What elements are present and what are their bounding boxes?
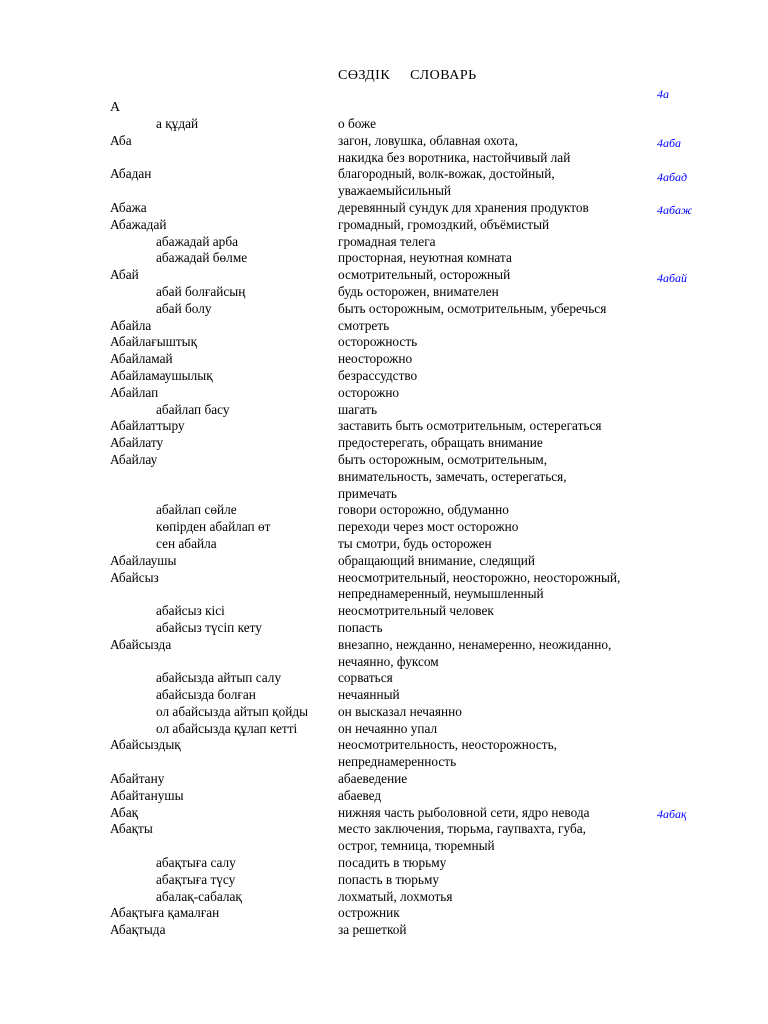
dictionary-entry (0, 922, 768, 939)
translation-line: переходи через мост осторожно (338, 519, 519, 535)
translation-line: непреднамеренный, неумышленный (338, 586, 544, 602)
translation-line: внезапно, нежданно, ненамеренно, неожиданно, (338, 636, 612, 652)
headword: абалақ-сабалақ (156, 888, 242, 904)
dictionary-subentry (0, 250, 768, 267)
dictionary-subentry (0, 234, 768, 251)
dictionary-entry (0, 166, 768, 200)
dictionary-subentry (0, 620, 768, 637)
headword: абай болу (156, 300, 212, 316)
dictionary-entry (0, 821, 768, 855)
headword: абақтыға түсу (156, 871, 236, 887)
translation-line: неосмотрительный человек (338, 603, 494, 619)
translation (338, 536, 668, 553)
translation-line: ты смотри, будь осторожен (338, 535, 492, 551)
translation-line: нечаянно, фуксом (338, 653, 439, 669)
translation-line: говори осторожно, обдуманно (338, 502, 509, 518)
translation-line: абаевед (338, 787, 382, 803)
translation (338, 418, 668, 435)
headword: Абайла (110, 317, 152, 333)
headword: Абақ (110, 804, 139, 820)
headword: Абайламай (110, 351, 173, 367)
translation-line: быть осторожным, осмотрительным, уберечься (338, 300, 607, 316)
headword: абақтыға салу (156, 855, 236, 871)
translation-line: громадный, громоздкий, объёмистый (338, 216, 550, 232)
translation (338, 704, 668, 721)
translation-line: быть осторожным, осмотрительным, (338, 451, 548, 467)
dictionary-subentry (0, 889, 768, 906)
headword: Абайсыз (110, 569, 159, 585)
translation (338, 351, 668, 368)
dictionary-subentry (0, 704, 768, 721)
headword: Абадан (110, 166, 152, 182)
dictionary-subentry (0, 687, 768, 704)
headword: Абайлағыштық (110, 334, 198, 350)
translation (338, 334, 668, 351)
dictionary-subentry (0, 670, 768, 687)
dictionary-entry (0, 385, 768, 402)
headword: Аба (110, 132, 132, 148)
translation-line: осторожность (338, 334, 418, 350)
dictionary-entry (0, 737, 768, 771)
translation (338, 234, 668, 251)
headword: абайсыз түсіп кету (156, 619, 262, 635)
translation (338, 502, 668, 519)
dictionary-entry (0, 905, 768, 922)
translation (338, 553, 668, 570)
dictionary-subentry (0, 603, 768, 620)
translation-line: попасть в тюрьму (338, 871, 440, 887)
headword: Абайтанушы (110, 787, 184, 803)
dictionary-subentry (0, 502, 768, 519)
translation-line: неосмотрительность, неосторожность, (338, 737, 557, 753)
translation (338, 250, 668, 267)
translation (338, 889, 668, 906)
translation (338, 452, 668, 502)
translation-line: нижняя часть рыболовной сети, ядро невода (338, 804, 590, 820)
translation (338, 905, 668, 922)
translation (338, 603, 668, 620)
translation-line: лохматый, лохмотья (338, 888, 453, 904)
dictionary-entry (0, 771, 768, 788)
headword: а құдай (156, 116, 199, 131)
headword: абайлап сөйле (156, 502, 237, 518)
translation-line: место заключения, тюрьма, гаупвахта, губа, (338, 821, 586, 837)
translation-line: предостерегать, обращать внимание (338, 435, 543, 451)
translation-line: острожник (338, 905, 400, 921)
headword: абайлап басу (156, 401, 230, 417)
dictionary-entry (0, 267, 768, 284)
dictionary-subentry (0, 536, 768, 553)
headword: Абай (110, 267, 139, 283)
translation-line: внимательность, замечать, остерегаться, (338, 468, 567, 484)
translation (338, 267, 668, 284)
dictionary-entry (0, 200, 768, 217)
translation (338, 922, 668, 939)
headword: Абайлату (110, 435, 164, 451)
translation (338, 821, 668, 855)
translation (338, 116, 668, 133)
dictionary-entry (0, 318, 768, 335)
headword: абажадай бөлме (156, 250, 248, 266)
headword: ол абайсызда құлап кетті (156, 720, 298, 736)
headword: абажадай арба (156, 233, 238, 249)
translation-line: уважаемыйсильный (338, 183, 451, 199)
dictionary-subentry (0, 301, 768, 318)
headword: Абақты (110, 821, 153, 837)
translation-line: громадная телега (338, 233, 436, 249)
translation-line: за решеткой (338, 922, 407, 938)
dictionary-entry (0, 217, 768, 234)
margin-tag: 4абақ (657, 807, 687, 821)
translation-line: примечать (338, 485, 397, 501)
translation (338, 301, 668, 318)
translation (338, 570, 668, 604)
dictionary-entry (0, 788, 768, 805)
dictionary-entry (0, 334, 768, 351)
translation (338, 519, 668, 536)
translation-line: непреднамеренность (338, 754, 457, 770)
dictionary-entry (0, 435, 768, 452)
translation-line: просторная, неуютная комната (338, 250, 512, 266)
headword: сен абайла (156, 535, 217, 551)
translation-line: сорваться (338, 670, 393, 686)
translation (338, 620, 668, 637)
translation-line: неосторожно (338, 351, 413, 367)
headword: Абайсызда (110, 636, 172, 652)
translation (338, 771, 668, 788)
dictionary-subentry (0, 402, 768, 419)
headword: Абайтану (110, 771, 165, 787)
translation (338, 721, 668, 738)
headword: абай болғайсың (156, 283, 246, 299)
headword: абайсызда болған (156, 687, 256, 703)
translation (338, 737, 668, 771)
translation (338, 855, 668, 872)
headword: көпірден абайлап өт (156, 519, 271, 535)
dictionary-entry (0, 637, 768, 671)
dictionary-entry (0, 368, 768, 385)
headword: Абақтыға қамалған (110, 905, 220, 921)
headword: Абайлаттыру (110, 418, 185, 434)
translation-line: загон, ловушка, облавная охота, (338, 132, 518, 148)
dictionary-entry (0, 553, 768, 570)
translation (338, 166, 668, 200)
dictionary-subentry (0, 116, 768, 133)
translation-line: абаеведение (338, 771, 408, 787)
translation-line: неосмотрительный, неосторожно, неосторожный, (338, 569, 621, 585)
translation-line: будь осторожен, внимателен (338, 283, 499, 299)
translation (338, 385, 668, 402)
headword: абайсызда айтып салу (156, 670, 282, 686)
page-title: СӨЗДІК СЛОВАРЬ (338, 68, 477, 83)
translation (338, 133, 668, 167)
margin-tag: 4аба (657, 136, 682, 150)
translation-line: он высказал нечаянно (338, 703, 462, 719)
margin-tag: 4абаж (657, 203, 693, 217)
translation (338, 687, 668, 704)
translation (338, 217, 668, 234)
translation-line: благородный, волк-вожак, достойный, (338, 166, 555, 182)
entry-list (0, 116, 768, 939)
headword: абайсыз кісі (156, 603, 225, 619)
headword: Абажадай (110, 216, 167, 232)
dictionary-subentry (0, 519, 768, 536)
translation-line: деревянный сундук для хранения продуктов (338, 199, 589, 215)
dictionary-subentry (0, 872, 768, 889)
translation-line: накидка без воротника, настойчивый лай (338, 149, 571, 165)
section-letter: А (110, 100, 121, 115)
translation-line: осмотрительный, осторожный (338, 267, 511, 283)
translation-line: острог, темница, тюремный (338, 838, 495, 854)
headword: Абайлаушы (110, 552, 177, 568)
margin-tag: 4абад (657, 170, 688, 184)
translation-line: смотреть (338, 317, 390, 333)
translation-line: о боже (338, 116, 376, 131)
translation-line: посадить в тюрьму (338, 855, 447, 871)
headword: Абайсыздық (110, 737, 181, 753)
translation (338, 200, 668, 217)
dictionary-subentry (0, 284, 768, 301)
translation (338, 637, 668, 671)
translation (338, 872, 668, 889)
translation (338, 318, 668, 335)
dictionary-entry (0, 351, 768, 368)
translation (338, 670, 668, 687)
translation (338, 402, 668, 419)
translation-line: нечаянный (338, 687, 400, 703)
dictionary-entry (0, 452, 768, 502)
translation (338, 368, 668, 385)
translation (338, 435, 668, 452)
headword: Абайлау (110, 451, 158, 467)
dictionary-entry (0, 570, 768, 604)
headword: ол абайсызда айтып қойды (156, 703, 309, 719)
translation-line: заставить быть осмотрительным, остерегаться (338, 418, 602, 434)
translation (338, 788, 668, 805)
translation-line: осторожно (338, 384, 400, 400)
translation-line: шагать (338, 401, 378, 417)
dictionary-entry (0, 805, 768, 822)
translation-line: безрассудство (338, 367, 418, 383)
headword: Абайлап (110, 384, 159, 400)
translation-line: обращающий внимание, следящий (338, 552, 535, 568)
dictionary-subentry (0, 855, 768, 872)
dictionary-entry (0, 133, 768, 167)
headword: Абажа (110, 199, 147, 215)
translation-line: он нечаянно упал (338, 720, 438, 736)
margin-tag: 4абай (657, 271, 688, 285)
dictionary-entry (0, 418, 768, 435)
headword: Абақтыда (110, 922, 166, 938)
headword: Абайламаушылық (110, 367, 213, 383)
dictionary-subentry (0, 721, 768, 738)
margin-tag: 4а (657, 87, 669, 101)
translation-line: попасть (338, 619, 383, 635)
translation (338, 805, 668, 822)
translation (338, 284, 668, 301)
